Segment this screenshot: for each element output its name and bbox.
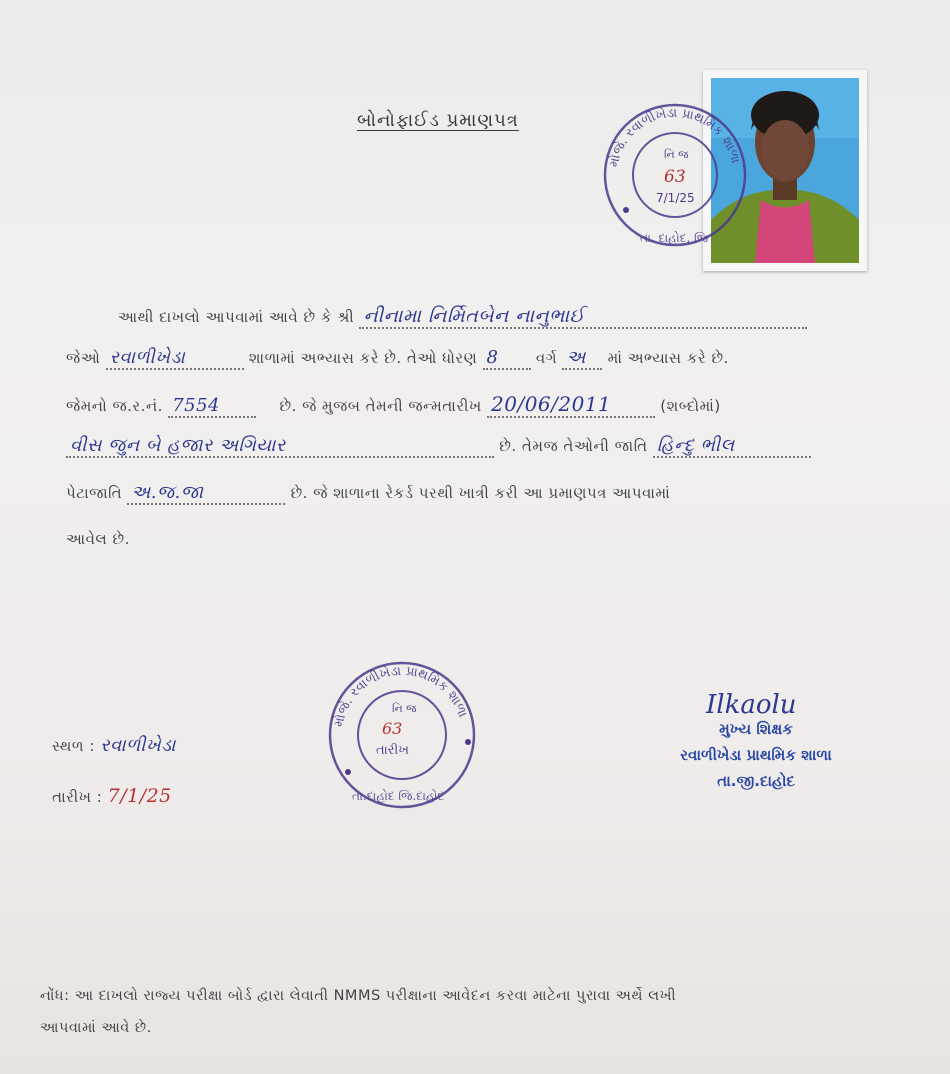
- note-line-2: આપવામાં આવે છે.: [40, 1020, 152, 1036]
- stamp-bottom-ring-text: મોજે. રવાળીખેડા પ્રાથમિક શાળા: [331, 663, 471, 729]
- signature-block: [646, 720, 866, 790]
- principal-signature: Ilkaolu: [706, 690, 797, 720]
- sub-caste-value: અ.જ.જા: [127, 482, 285, 505]
- stamp-top-number: 63: [664, 167, 686, 187]
- body-line-1: આથી દાખલો આપવામાં આવે છે કે શ્રી નીનામા નિર્મિતબેન નાનુભાઈ: [118, 305, 807, 329]
- place-value: રવાળીખેડા: [100, 735, 176, 756]
- body-line-2: જેઓ રવાળીખેડા શાળામાં અભ્યાસ કરે છે. તેઓ ધોરણ 8 વર્ગ અ માં અભ્યાસ કરે છે.: [66, 347, 729, 368]
- stamp-top-date: 7/1/25: [656, 191, 695, 205]
- place-label: સ્થળ :: [52, 737, 95, 755]
- stamp-bottom-center-bottom: તારીખ: [376, 743, 409, 758]
- body-line-5: પેટાજાતિ અ.જ.જા છે. જે શાળાના રેકર્ડ પરથી ખાત્રી કરી આ પ્રમાણપત્ર આપવામાં: [66, 482, 671, 503]
- body-line-4: વીસ જુન બે હજાર અગિયાર છે. તેમજ તેઓની જાતિ હિન્દુ ભીલ: [66, 435, 811, 458]
- caste-value: હિન્દુ ભીલ: [653, 435, 811, 458]
- certificate-title: બોનોફાઈડ પ્રમાણપત્ર: [357, 110, 519, 131]
- school-stamp-bottom: [316, 660, 488, 810]
- body-line-3: જેમનો જ.ર.નં. 7554 છે. જે મુજબ તેમની જન્મતારીખ 20/06/2011 (શબ્દોમાં): [66, 392, 721, 416]
- school-village: રવાળીખેડા: [106, 347, 244, 370]
- student-name: નીનામા નિર્મિતબેન નાનુભાઈ: [359, 305, 807, 329]
- division-value: અ: [562, 347, 602, 370]
- birth-date: 20/06/2011: [487, 392, 655, 418]
- place-line: [52, 735, 176, 756]
- stamp-bottom-number: 63: [382, 719, 403, 738]
- school-stamp-top: [600, 100, 750, 250]
- signature-role: મુખ્ય શિક્ષક: [719, 720, 793, 738]
- stamp-top-center-top: નિ જ: [664, 148, 689, 161]
- stamp-bottom-bottom-text: તા.દાહોદ જિ.દાહોદ: [352, 789, 445, 803]
- signature-school: રવાળીખેડા પ્રાથમિક શાળા: [680, 746, 832, 764]
- stamp-top-ring-text: મોજે. રવાળીખેડા પ્રાથમિક શાળા: [606, 105, 743, 169]
- signature-taluka: તા.જી.દાહોદ: [717, 772, 795, 790]
- stamp-bottom-center-top: નિ જ: [392, 702, 417, 715]
- standard-value: 8: [483, 347, 531, 370]
- stamp-top-bottom-text: તા. દાહોદ, જિ: [640, 231, 709, 245]
- note-line-1: નોંધ: આ દાખલો રાજ્ય પરીક્ષા બોર્ડ દ્વારા લેવાતી NMMS પરીક્ષાના આવેદન કરવા માટેના પુરાવા અર્થે લખી: [40, 988, 677, 1004]
- birth-date-words: વીસ જુન બે હજાર અગિયાર: [66, 435, 494, 458]
- date-line: [52, 785, 172, 807]
- register-number: 7554: [168, 395, 256, 418]
- date-label: તારીખ :: [52, 788, 103, 806]
- date-value: 7/1/25: [107, 785, 172, 807]
- body-line-6: આવેલ છે.: [66, 530, 130, 548]
